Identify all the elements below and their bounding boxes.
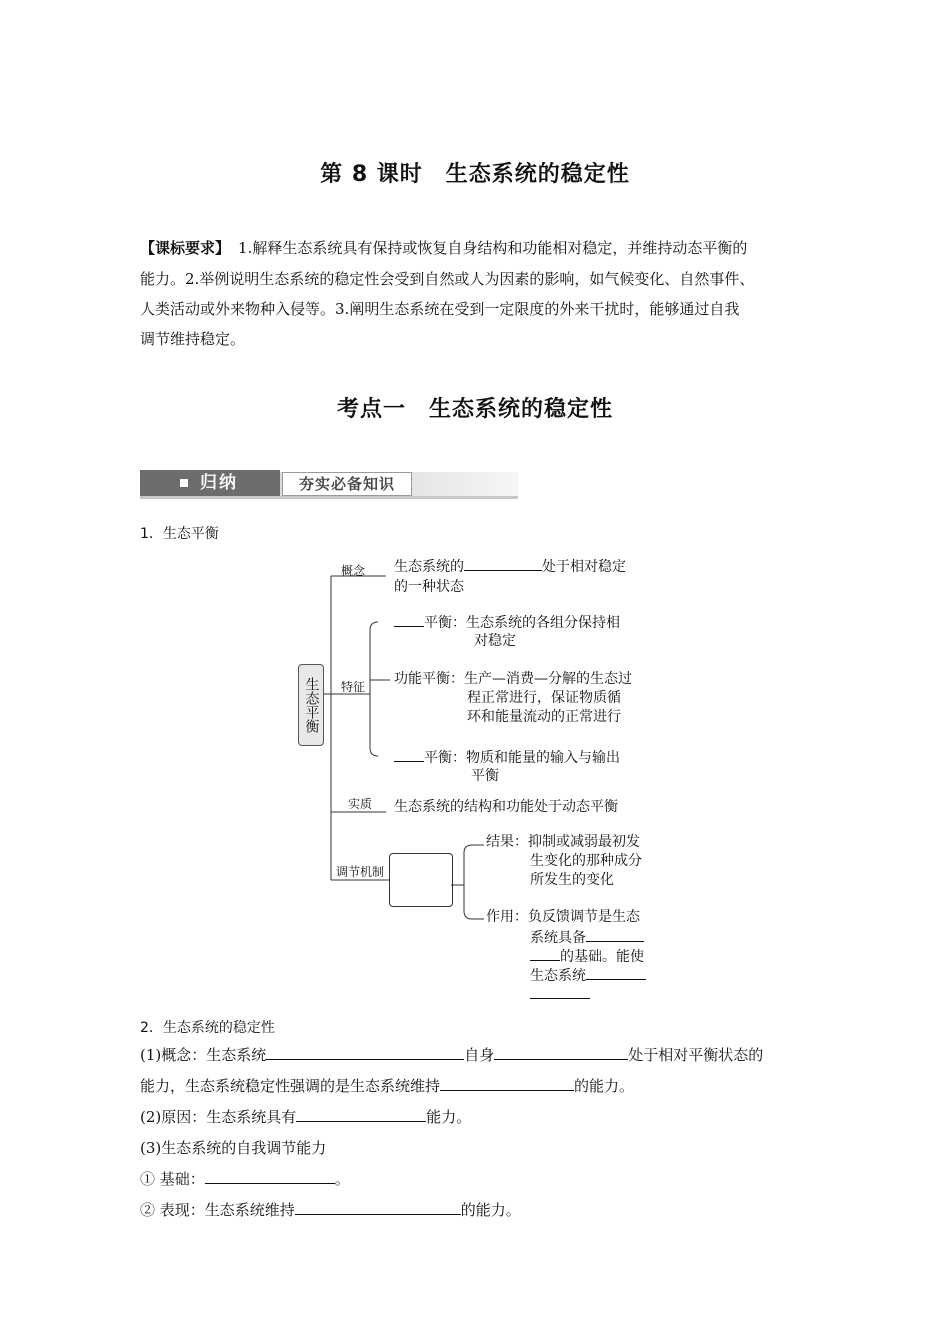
p5-text-a: ② 表现：生态系统维持 — [140, 1201, 295, 1219]
mechanism-blank-box[interactable] — [389, 853, 453, 907]
concept-line-2: 的一种状态 — [394, 579, 464, 595]
feature-1-text-a: 平衡：生态系统的各组分保持相 — [424, 615, 620, 631]
p5-blank[interactable] — [295, 1200, 461, 1215]
role-blank-2b[interactable] — [530, 984, 590, 999]
result-line-2: 生变化的那种成分 — [530, 853, 642, 869]
role-line-1: 作用：负反馈调节是生态 — [486, 909, 640, 925]
concept-text-b: 处于相对稳定 — [542, 559, 626, 575]
feature-2-line-2: 程正常进行，保证物质循 — [467, 690, 621, 706]
role-text-c: 的基础。能使 — [560, 949, 644, 965]
section-title: 考点一 生态系统的稳定性 — [336, 397, 613, 422]
item2-line-5 — [140, 1164, 350, 1195]
item2-line-1 — [140, 1040, 763, 1071]
feature-3-line-1 — [394, 747, 620, 768]
feature-2-line-1: 功能平衡：生产—消费—分解的生态过 — [394, 671, 632, 687]
feature-3-line-2: 平衡 — [471, 768, 499, 784]
p4-text-a: ① 基础： — [140, 1170, 205, 1188]
p1-text-e: 的能力。 — [574, 1077, 635, 1095]
role-blank-1b[interactable] — [530, 946, 560, 961]
role-text-d: 生态系统 — [530, 968, 586, 984]
item1-heading: 1．生态平衡 — [140, 526, 219, 542]
concept-text-a: 生态系统的 — [394, 559, 464, 575]
p1-text-a: (1)概念：生态系统 — [140, 1046, 267, 1064]
concept-label: 概念 — [341, 564, 366, 578]
feature-1-line-2: 对稳定 — [474, 633, 516, 649]
p1-blank-1[interactable] — [266, 1045, 464, 1060]
requirements-line-3: 人类活动或外来物种入侵等。3.阐明生态系统在受到一定限度的外来干扰时，能够通过自我 — [140, 300, 740, 318]
role-line-5 — [530, 984, 590, 1005]
feature-3-text-a: 平衡：物质和能量的输入与输出 — [424, 750, 620, 766]
result-line-3: 所发生的变化 — [530, 872, 614, 888]
item2-heading: 2．生态系统的稳定性 — [140, 1020, 275, 1036]
item2-line-6 — [140, 1195, 521, 1226]
item2-line-4: (3)生态系统的自我调节能力 — [140, 1139, 327, 1157]
p1-text-c: 处于相对平衡状态的 — [628, 1046, 764, 1064]
mechanism-label: 调节机制 — [336, 865, 385, 879]
p4-blank[interactable] — [205, 1169, 335, 1184]
role-text-b: 系统具备 — [530, 930, 586, 946]
concept-line-1 — [394, 556, 626, 577]
p1-text-d: 能力，生态系统稳定性强调的是生态系统维持 — [140, 1077, 441, 1095]
banner-right-label: 夯实必备知识 — [282, 472, 412, 496]
page-title: 第 8 课时 生态系统的稳定性 — [320, 162, 630, 187]
feature-3-blank[interactable] — [394, 747, 424, 762]
p2-text-b: 能力。 — [426, 1108, 472, 1126]
p5-text-b: 的能力。 — [460, 1201, 521, 1219]
requirements-line-4: 调节维持稳定。 — [140, 330, 246, 348]
diagram-root-node: 生态平衡 — [298, 664, 324, 746]
p1-blank-2[interactable] — [494, 1045, 628, 1060]
requirements-label: 【课标要求】 — [140, 239, 231, 257]
essence-label: 实质 — [348, 797, 373, 811]
concept-blank[interactable] — [464, 556, 542, 571]
requirements-line-2: 能力。2.举例说明生态系统的稳定性会受到自然或人为因素的影响，如气候变化、自然事件、 — [140, 270, 755, 288]
result-line-1: 结果：抑制或减弱最初发 — [486, 834, 640, 850]
p2-text-a: (2)原因：生态系统具有 — [140, 1108, 297, 1126]
role-line-4 — [530, 965, 646, 986]
requirements-text-1: 1.解释生态系统具有保持或恢复自身结构和功能相对稳定，并维持动态平衡的 — [238, 239, 748, 257]
essence-text: 生态系统的结构和功能处于动态平衡 — [394, 799, 618, 815]
p1-text-b: 自身 — [464, 1046, 495, 1064]
item2-line-2 — [140, 1071, 634, 1102]
feature-label: 特征 — [341, 680, 366, 694]
p1-blank-3[interactable] — [440, 1076, 574, 1091]
role-line-3 — [530, 946, 644, 967]
banner-left-label: 归纳 — [200, 473, 238, 493]
feature-1-blank[interactable] — [394, 612, 424, 627]
p4-text-b: 。 — [334, 1170, 350, 1188]
item2-line-3 — [140, 1102, 471, 1133]
role-blank-2a[interactable] — [586, 965, 646, 980]
role-blank-1a[interactable] — [586, 927, 644, 942]
role-line-2 — [530, 927, 644, 948]
feature-1-line-1 — [394, 612, 620, 633]
p2-blank[interactable] — [296, 1107, 426, 1122]
feature-2-line-3: 环和能量流动的正常进行 — [467, 709, 621, 725]
